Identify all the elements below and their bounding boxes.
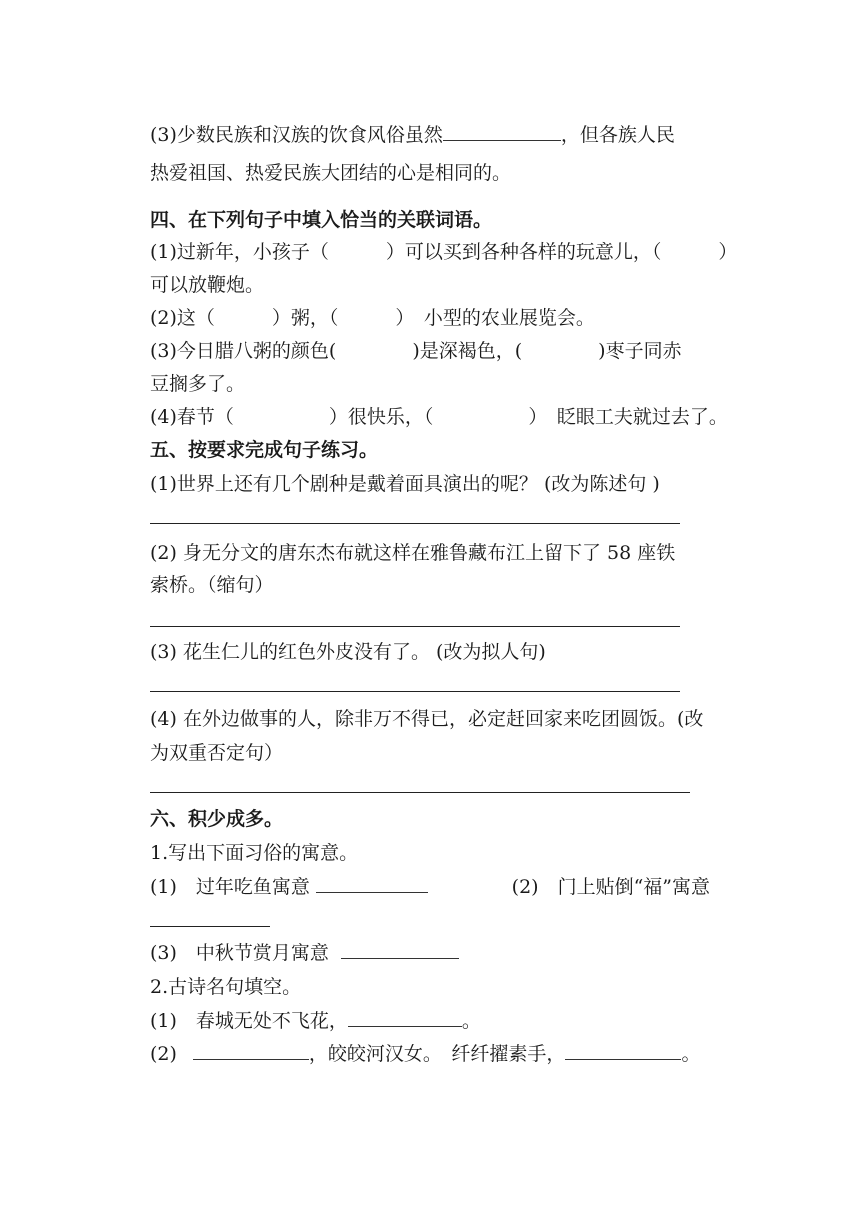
custom-1-blank[interactable] (316, 874, 428, 893)
item-3-text: (3)少数民族和汉族的饮食风俗虽然 (150, 124, 443, 146)
section-5-q3: (3) 花生仁儿的红色外皮没有了。 (改为拟人句) (150, 641, 546, 663)
section-6-sub-2: 2.古诗名句填空。 (150, 976, 302, 998)
custom-1-label: (1) 过年吃鱼寓意 (150, 876, 310, 898)
poem-1-text: (1) 春城无处不飞花， (150, 1010, 348, 1032)
customs-row-1 (150, 874, 710, 900)
poem-2-number: (2) (150, 1043, 177, 1065)
answer-line-3[interactable] (150, 691, 680, 692)
fill-blank[interactable] (443, 122, 561, 141)
section-5-q2-line-2: 索桥。（缩句） (150, 574, 274, 596)
custom-1 (150, 874, 428, 900)
poem-2-blank-2[interactable] (565, 1041, 681, 1060)
section-4-q1-line-1: (1)过新年，小孩子（ ）可以买到各种各样的玩意儿，（ ） (150, 241, 738, 263)
section-4-q1-line-2: 可以放鞭炮。 (150, 274, 265, 296)
section-4-q3-line-1: (3)今日腊八粥的颜色( )是深褐色，( )枣子同赤 (150, 340, 682, 362)
custom-3-blank[interactable] (341, 940, 459, 959)
answer-line-4[interactable] (150, 792, 690, 793)
poem-2-end: 。 (681, 1043, 701, 1065)
section-5-q1: (1)世界上还有几个剧种是戴着面具演出的呢？ (改为陈述句 ) (150, 473, 660, 495)
poem-1 (150, 1008, 481, 1034)
item-3-text-end: ，但各族人民 (560, 124, 675, 146)
answer-line-1[interactable] (150, 523, 680, 524)
section-5-q2-line-1: (2) 身无分文的唐东杰布就这样在雅鲁藏布江上留下了 58 座铁 (150, 542, 676, 564)
poem-2-text: ，皎皎河汉女。 纤纤擢素手， (308, 1043, 566, 1065)
section-5-q4-line-2: 为双重否定句） (150, 742, 284, 764)
section-6-sub-1: 1.写出下面习俗的寓意。 (150, 842, 359, 864)
poem-2-blank-1[interactable] (193, 1041, 309, 1060)
section-4-heading: 四、在下列句子中填入恰当的关联词语。 (150, 209, 493, 231)
section-4-q3-line-2: 豆搁多了。 (150, 373, 246, 395)
customs-row-2 (150, 940, 459, 966)
section-6-heading: 六、积少成多。 (150, 808, 284, 830)
answer-line-2[interactable] (150, 626, 680, 627)
section-5-q4-line-1: (4) 在外边做事的人，除非万不得已，必定赶回家来吃团圆饭。(改 (150, 708, 704, 730)
poem-1-end: 。 (461, 1010, 481, 1032)
poem-2 (150, 1041, 700, 1067)
section-4-q4: (4)春节（ ）很快乐，（ ） 眨眼工夫就过去了。 (150, 406, 728, 428)
section-5-heading: 五、按要求完成句子练习。 (150, 439, 379, 461)
item-3-line-1 (150, 122, 675, 148)
poem-1-blank[interactable] (348, 1008, 462, 1027)
custom-3-label: (3) 中秋节赏月寓意 (150, 942, 329, 964)
item-3-line-2: 热爱祖国、热爱民族大团结的心是相同的。 (150, 162, 512, 184)
custom-2-blank[interactable] (150, 926, 270, 927)
custom-2-label: (2) 门上贴倒“福”寓意 (511, 876, 710, 898)
section-4-q2: (2)这（ ）粥，（ ） 小型的农业展览会。 (150, 307, 595, 329)
